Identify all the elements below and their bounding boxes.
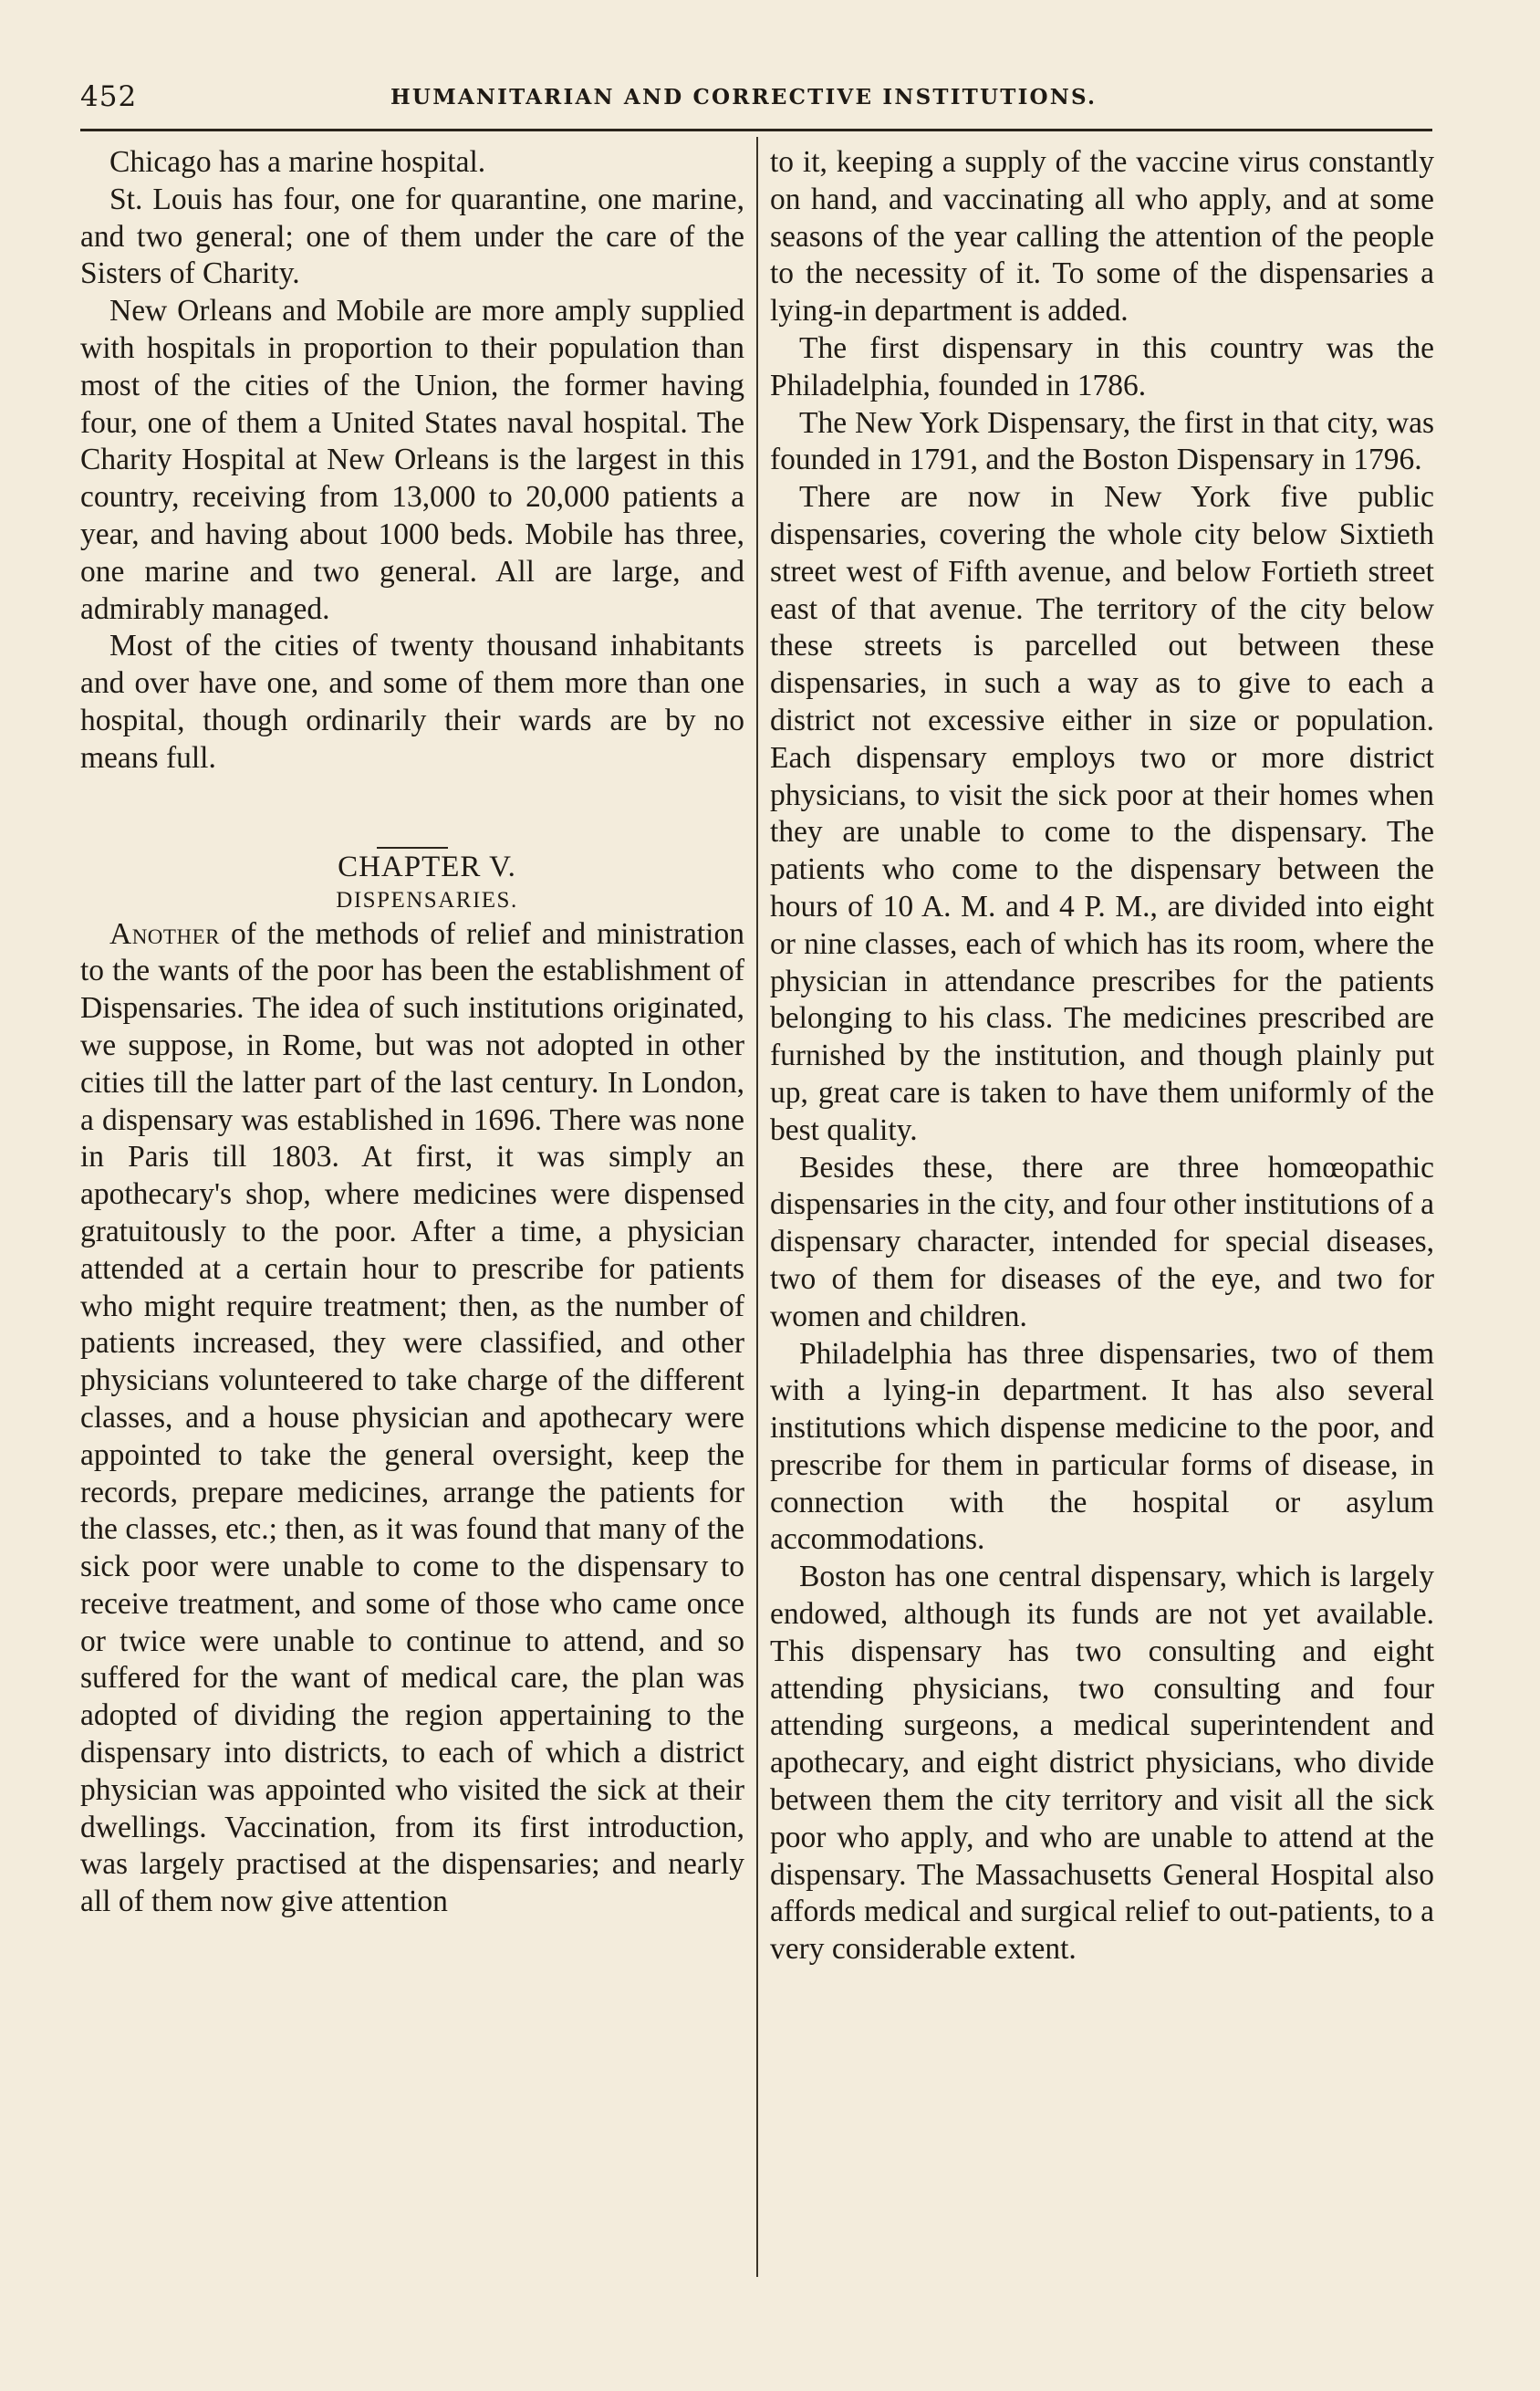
left-column [80, 144, 744, 1921]
header-rule [80, 129, 1432, 131]
paragraph: Besides these, there are three homœopathic dispensaries in the city, and four other institutions of a dispensary character, intended for special diseases, two of them for diseases of the eye, and two for women and children. [770, 1150, 1434, 1333]
right-column [770, 144, 1434, 1968]
paragraph: The first dispensary in this country was the Philadelphia, founded in 1786. [770, 330, 1434, 402]
running-head: HUMANITARIAN AND CORRECTIVE INSTITUTIONS. [390, 85, 1098, 110]
page-header [80, 80, 1432, 117]
opening-text: of the methods of relief and ministration to the wants of the poor has been the establishment of Dispensaries. The idea of such institutions originated, we suppose, in Rome, but was not adopted in other cities till the latter part of the last century. In London, a dispensary was established in 1696. There was none in Paris till 1803. At first, it was simply an apothecary's shop, where medicines were dispensed gratuitously to the poor. After a time, a physician attended at a certain hour to prescribe for patients who might require treatment; then, as the number of patients increased, they were classified, and other physicians volunteered to take charge of the different classes, and a house physician and apothecary were appointed to take the general oversight, keep the records, prepare medicines, arrange the patients for the classes, etc.; then, as it was found that many of the sick poor were unable to come to the dispensary to receive treatment, and some of those who came once or twice were unable to continue to attend, and so suffered for the want of medical care, the plan was adopted of dividing the region appertaining to the dispensary into districts, to each of which a district physician was appointed who visited the sick at their dwellings. Vaccination, from its first introduction, was largely practised at the dispensaries; and nearly all of them now give attention [80, 916, 744, 1919]
chapter-opening-paragraph [80, 916, 744, 1922]
continued-paragraph: to it, keeping a supply of the vaccine virus constantly on hand, and vaccinating all who apply, and at some seasons of the year calling the attention of the people to the necessity of it. To some of the dispensaries a lying-in department is added. [770, 145, 1434, 329]
paragraph: Chicago has a marine hospital. [109, 145, 486, 179]
paragraph: Boston has one central dispensary, which is largely endowed, although its funds are not yet available. This dispensary has two consulting and eight attending physicians, two consulting and four attending surgeons, a medical superintendent and apothecary, and eight district physicians, who divide between them the city territory and visit all the sick poor who apply, and who are unable to attend at the dispensary. The Massachusetts General Hospital also affords medical and surgical relief to out-patients, to a very considerable extent. [770, 1560, 1434, 1967]
paragraph: Most of the cities of twenty thousand inhabitants and over have one, and some of them more than one hospital, though ordinarily their wards are by no means full. [80, 629, 744, 775]
chapter-title: CHAPTER V. [338, 850, 516, 883]
paragraph: New Orleans and Mobile are more amply supplied with hospitals in proportion to their population than most of the cities of the Union, the former having four, one of them a United States naval hospital. The Charity Hospital at New Orleans is the largest in this country, receiving from 13,000 to 20,000 patients a year, and having about 1000 beds. Mobile has three, one marine and two general. All are large, and admirably managed. [80, 294, 744, 626]
paragraph: There are now in New York five public dispensaries, covering the whole city below Sixtieth street west of Fifth avenue, and below Fortieth street east of that avenue. The territory of the city below these streets is parcelled out between these dispensaries, in such a way as to give to each a district not excessive either in size or population. Each dispensary employs two or more district physicians, to visit the sick poor at their homes when they are unable to come to the dispensary. The patients who come to the dispensary between the hours of 10 A. M. and 4 P. M., are divided into eight or nine classes, each of which has its room, where the physician in attendance prescribes for the patients belonging to his class. The medicines prescribed are furnished by the institution, and though plainly put up, great care is taken to have them uniformly of the best quality. [770, 480, 1434, 1147]
page-number: 452 [80, 80, 138, 113]
column-divider [756, 137, 758, 2277]
chapter-subtitle: DISPENSARIES. [336, 887, 518, 913]
paragraph: Philadelphia has three dispensaries, two of them with a lying-in department. It has also several institutions which dispense medicine to the poor, and prescribe for them in particular forms of disease, in connection with the hospital or asylum accommodations. [770, 1336, 1434, 1557]
lead-in-word: Another [109, 916, 220, 951]
paragraph: The New York Dispensary, the first in that city, was founded in 1791, and the Boston Dispensary in 1796. [770, 405, 1434, 477]
paragraph: St. Louis has four, one for quarantine, one marine, and two general; one of them under the care of the Sisters of Charity. [80, 182, 744, 291]
